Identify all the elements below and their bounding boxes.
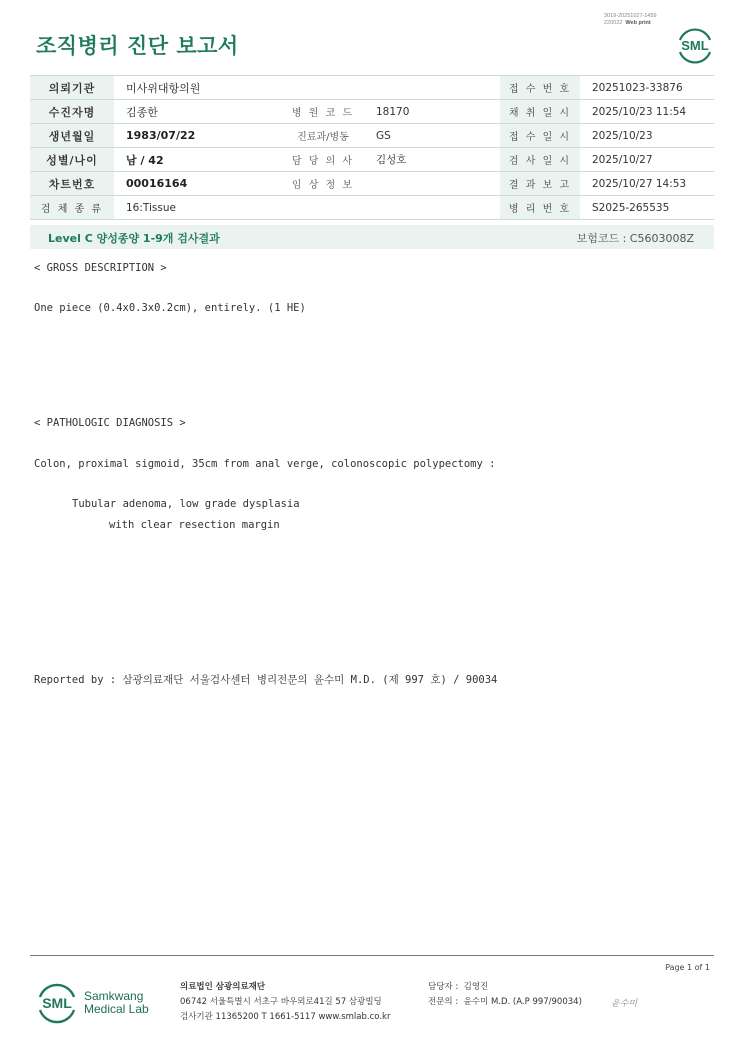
patient-name-label: 수진자명 bbox=[30, 100, 114, 124]
table-row bbox=[30, 124, 714, 148]
chart-no-label: 차트번호 bbox=[30, 172, 114, 196]
sml-logo-icon bbox=[676, 26, 714, 64]
accession-no-value: 20251023-33876 bbox=[580, 76, 714, 100]
print-metadata bbox=[604, 13, 657, 27]
pathology-no-label: 병 리 번 호 bbox=[500, 196, 580, 220]
signature: 윤수미 bbox=[611, 999, 638, 1009]
report-date-label: 결 과 보 고 bbox=[500, 172, 580, 196]
requesting-org-value: 미사위대항의원 bbox=[114, 76, 500, 100]
staff-label: 담당자 : bbox=[428, 982, 459, 992]
report-date-value: 2025/10/27 14:53 bbox=[580, 172, 714, 196]
diagnosis-site: Colon, proximal sigmoid, 35cm from anal verge, colonoscopic polypectomy : bbox=[34, 458, 496, 470]
hospital-code-value: 18170 bbox=[364, 100, 500, 124]
brand-line-2: Medical Lab bbox=[84, 1002, 149, 1016]
gross-description-header: < GROSS DESCRIPTION > bbox=[34, 262, 167, 274]
collection-date-label: 채 취 일 시 bbox=[500, 100, 580, 124]
gross-description-text: One piece (0.4x0.3x0.2cm), entirely. (1 HE) bbox=[34, 302, 306, 314]
staff-row bbox=[428, 980, 582, 995]
footer-divider bbox=[30, 955, 714, 956]
print-meta-line2 bbox=[604, 20, 657, 27]
table-row bbox=[30, 172, 714, 196]
logo-text: SML bbox=[681, 38, 709, 53]
print-meta-line2a: 220022 bbox=[604, 20, 623, 26]
accession-no-label: 접 수 번 호 bbox=[500, 76, 580, 100]
clinical-info-label: 임 상 정 보 bbox=[282, 172, 364, 196]
insurance-code: 보험코드 : C5603008Z bbox=[576, 232, 694, 245]
physician-label: 담 당 의 사 bbox=[282, 148, 364, 172]
footer-organization bbox=[180, 980, 390, 1025]
sml-logo-icon bbox=[36, 982, 78, 1024]
footer-logo-text: SML bbox=[42, 995, 72, 1011]
specimen-label: 검 체 종 류 bbox=[30, 196, 114, 220]
patient-info-table bbox=[30, 75, 714, 220]
requesting-org-label: 의뢰기관 bbox=[30, 76, 114, 100]
specialist-name: 윤수미 M.D. (A.P 997/90034) bbox=[463, 997, 582, 1007]
test-date-value: 2025/10/27 bbox=[580, 148, 714, 172]
footer-brand bbox=[84, 990, 149, 1016]
staff-name: 김영진 bbox=[463, 982, 489, 992]
table-row bbox=[30, 196, 714, 220]
table-row bbox=[30, 100, 714, 124]
print-meta-line2b: Web print bbox=[625, 20, 651, 26]
page-number: Page 1 of 1 bbox=[665, 963, 710, 972]
received-date-value: 2025/10/23 bbox=[580, 124, 714, 148]
chart-no-value: 00016164 bbox=[114, 172, 282, 196]
org-address: 06742 서울특별시 서초구 바우뫼로41길 57 삼광빌딩 bbox=[180, 997, 382, 1007]
hospital-code-label: 병 원 코 드 bbox=[282, 100, 364, 124]
diagnosis-line-1: Tubular adenoma, low grade dysplasia bbox=[72, 498, 300, 510]
pathologic-diagnosis-header: < PATHOLOGIC DIAGNOSIS > bbox=[34, 417, 186, 429]
diagnosis-line-2: with clear resection margin bbox=[109, 519, 280, 531]
test-date-label: 검 사 일 시 bbox=[500, 148, 580, 172]
brand-line-1: Samkwang bbox=[84, 989, 144, 1003]
specialist-row bbox=[428, 995, 582, 1010]
reported-by: Reported by : 삼광의료재단 서울검사센터 병리전문의 윤수미 M.D. (제 997 호) / 90034 bbox=[34, 674, 498, 686]
birth-value: 1983/07/22 bbox=[114, 124, 282, 148]
table-row bbox=[30, 148, 714, 172]
received-date-label: 접 수 일 시 bbox=[500, 124, 580, 148]
birth-label: 생년월일 bbox=[30, 124, 114, 148]
org-contact: 검사기관 11365200 T 1661-5117 www.smlab.co.kr bbox=[180, 1012, 391, 1022]
page-title: 조직병리 진단 보고서 bbox=[36, 34, 239, 58]
sex-age-label: 성별/나이 bbox=[30, 148, 114, 172]
sex-age-value: 남 / 42 bbox=[114, 148, 282, 172]
table-row bbox=[30, 76, 714, 100]
dept-label: 진료과/병동 bbox=[282, 124, 364, 148]
result-title: Level C 양성종양 1-9개 검사결과 bbox=[48, 232, 220, 245]
clinical-info-value bbox=[364, 172, 500, 196]
collection-date-value: 2025/10/23 11:54 bbox=[580, 100, 714, 124]
footer-staff bbox=[428, 980, 582, 1010]
specimen-value: 16:Tissue bbox=[114, 196, 500, 220]
dept-value: GS bbox=[364, 124, 500, 148]
pathology-no-value: S2025-265535 bbox=[580, 196, 714, 220]
patient-name-value: 김종한 bbox=[114, 100, 282, 124]
print-meta-line1: 3019-20251027-1459 bbox=[604, 13, 657, 19]
org-name: 의료법인 삼광의료재단 bbox=[180, 982, 266, 992]
physician-value: 김성호 bbox=[364, 148, 500, 172]
specialist-label: 전문의 : bbox=[428, 997, 459, 1007]
